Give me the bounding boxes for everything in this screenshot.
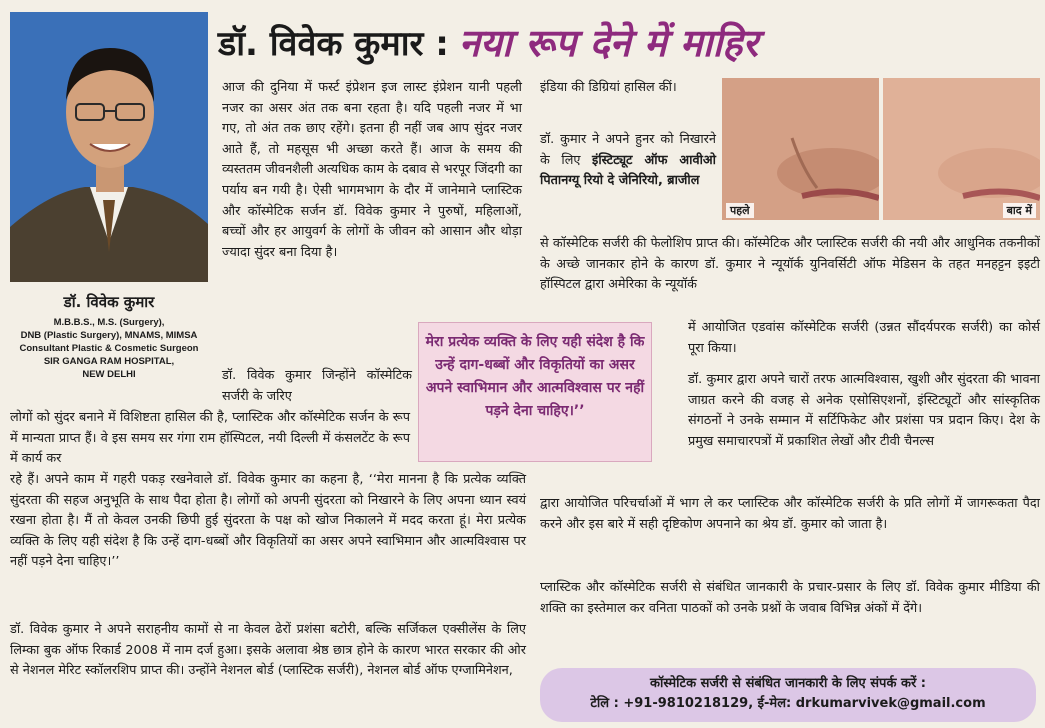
article-col2-wide: से कॉस्मेटिक सर्जरी की फेलोशिप प्राप्त की। कॉस्मेटिक और प्लास्टिक सर्जरी की नयी और आधुनिक तकनीकों के अच्छे जानकार होने के कारण डॉ. कुमार ने न्यूयॉर्क युनिवर्सिटी ऑफ मेडिसन के तहत मनहट्टन इइटी हॉस्पिटल द्वारा अमेरिका के न्यूयॉर्क — [540, 236, 1040, 293]
article-paragraph-quote: रहे हैं। अपने काम में गहरी पकड़ रखनेवाले डॉ. विवेक कुमार का कहना है, ‘‘मेरा मानना है कि प्रत्येक व्यक्ति सुंदरता की सहज अनुभूति के साथ पैदा होता है। लोगों को अपनी सुंदरता को निखारने के लिए अपना ध्यान स्वयं रखना होता है। मैं तो केवल उनकी छिपी हुई सुंदरता के पक्ष को खोज निकालने में मदद करता हूं। मेरा प्रत्येक व्यक्ति के लिए यही संदेश है कि उन्हें दाग-धब्बों और विकृतियों का असर अपने स्वाभिमान और आत्मविश्वास पर नहीं पड़ने देना चाहिए।’’ — [10, 472, 526, 570]
article-col3-awareness: द्वारा आयोजित परिचर्चाओं में भाग ले कर प्लास्टिक और कॉस्मेटिक सर्जरी के प्रति लोगों में जागरूकता पैदा करने और इस बारे में सही दृष्टिकोण अपनाने का श्रेय डॉ. कुमार को जाता है। — [540, 496, 1040, 532]
after-label: बाद में — [1003, 203, 1036, 218]
credential-line: SIR GANGA RAM HOSPITAL, — [43, 356, 175, 367]
credential-line: NEW DELHI — [82, 369, 136, 380]
article-col2-fellowship — [540, 130, 716, 192]
credential-line: Consultant Plastic & Cosmetic Surgeon — [19, 343, 199, 354]
credential-line: M.B.B.S., M.S. (Surgery), — [53, 317, 165, 328]
contact-heading: कॉस्मेटिक सर्जरी से संबंधित जानकारी के लिए संपर्क करें : — [650, 676, 926, 691]
headline-sub: नया रूप देने में माहिर — [458, 21, 759, 65]
headline-main: डॉ. विवेक कुमार : — [218, 24, 449, 64]
article-paragraph-awards: डॉ. विवेक कुमार ने अपने सराहनीय कामों से ना केवल ढेरों प्रशंसा बटोरी, बल्कि सर्जिकल एक्सीलेंस के लिए लिम्का बुक ऑफ रिकार्ड 2008 में नाम दर्ज हुआ। इसके अलावा श्रेष्ठ छात्र होने के कारण भारत सरकार की ओर से नेशनल मेरिट स्कॉलरशिप प्राप्त की। उन्होंने नेशनल बोर्ड (प्लास्टिक सर्जरी), नेशनल बोर्ड ऑफ एग्जामिनेशन, — [10, 622, 526, 679]
portrait-illustration — [10, 12, 208, 282]
before-photo — [722, 78, 879, 220]
before-after-photos — [722, 78, 1040, 220]
doctor-portrait — [10, 12, 208, 282]
credential-line: DNB (Plastic Surgery), MNAMS, MIMSA — [20, 330, 198, 341]
portrait-caption — [6, 292, 212, 381]
doctor-name: डॉ. विवेक कुमार — [63, 293, 155, 311]
fellowship-institute: इंस्टिट्यूट ऑफ आवीओ पितानग्यू रियो दे जेनिरियो, ब्राजील — [540, 152, 716, 189]
headline — [218, 10, 1038, 74]
article-paragraph-2-cont: लोगों को सुंदर बनाने में विशिष्टता हासिल की है, प्लास्टिक और कॉस्मेटिक सर्जन के रूप में मान्यता प्राप्त हैं। वे इस समय सर गंगा राम हॉस्पिटल, नयी दिल्ली में कंसलटेंट के रूप में कार्य कर — [10, 410, 410, 467]
after-photo — [883, 78, 1040, 220]
article-paragraph-2-start: डॉ. विवेक कुमार जिन्होंने कॉस्मेटिक सर्जरी के जरिए — [222, 368, 412, 404]
pull-quote: मेरा प्रत्येक व्यक्ति के लिए यही संदेश है कि उन्हें दाग-धब्बों और विकृतियों का असर अपने स्वाभिमान और आत्मविश्वास पर नहीं पड़ने देना चाहिए।’’ — [418, 322, 652, 462]
contact-box — [540, 668, 1036, 722]
article-col2-top: इंडिया की डिग्रियां हासिल कीं। — [540, 80, 677, 95]
article-col3-media: प्लास्टिक और कॉस्मेटिक सर्जरी से संबंधित जानकारी के प्रचार-प्रसार के लिए डॉ. विवेक कुमार मीडिया की शक्ति का इस्तेमाल कर वनिता पाठकों को उनके प्रश्नों के जवाब विभिन्न अंकों में देंगे। — [540, 580, 1040, 616]
contact-details: टेलि : +91-9810218129, ई-मेल: drkumarvivek@gmail.com — [590, 696, 986, 711]
before-label: पहले — [726, 203, 754, 218]
article-col3-course: में आयोजित एडवांस कॉस्मेटिक सर्जरी (उन्नत सौंदर्यपरक सर्जरी) का कोर्स पूरा किया। — [688, 320, 1040, 356]
fellowship-intro: डॉ. कुमार ने अपने हुनर को निखारने के लिए — [540, 132, 716, 168]
article-col3-honors: डॉ. कुमार द्वारा अपने चारों तरफ आत्मविश्वास, खुशी और सुंदरता की भावना जाग्रत करने की वजह से अनेक एसोसिएशनों, इंस्टिट्यूटों और सांस्कृतिक संगठनों ने उनके सम्मान में सर्टिफिकेट और प्रशंसा पत्र प्रदान किए। देश के प्रमुख समाचारपत्रों में प्रकाशित लेखों और टीवी चैनल्स — [688, 372, 1040, 449]
article-paragraph-intro: आज की दुनिया में फर्स्ट इंप्रेशन इज लास्ट इंप्रेशन यानी पहली नजर का असर अंत तक बना रहता है। यदि पहली नजर में भा गए, तो अंत तक छाए रहेंगे। इतना ही नहीं जब आप सुंदर नजर आते हैं, तो महसूस भी अच्छा करते हैं। आज के समय की व्यस्ततम जीवनशैली अत्यधिक काम के दबाव से भरपूर जिंदगी का पर्याय बन गयी है। ऐसी भागमभाग के दौर में जानेमाने प्लास्टिक और कॉस्मेटिक सर्जन डॉ. विवेक कुमार ने पुरुषों, महिलाओं, बच्चों और हर आयुवर्ग के लोगों के जीवन को आसान और थोड़ा ज्यादा सुंदर बना दिया है। — [222, 80, 522, 260]
